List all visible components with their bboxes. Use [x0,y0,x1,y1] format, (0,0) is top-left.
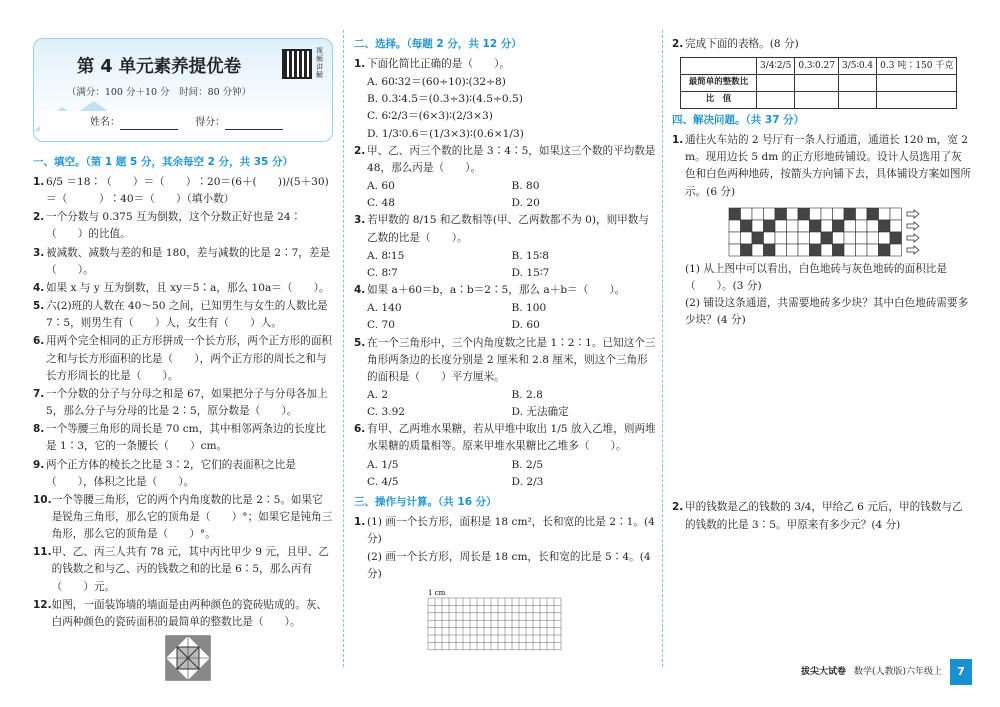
name-field[interactable] [120,116,178,130]
option-b[interactable]: B. 100 [511,302,547,315]
exam-info: （满分：100 分＋10 分 时间：80 分钟） [66,87,252,98]
question-text: 六(2)班的人数在 40～50 之间，已知男生与女生的人数比是 7∶5，则男生有（ ）人，女生有（ ）人。 [46,300,328,330]
choice-2-options [354,178,656,212]
question-text: 甲的钱数是乙的钱数的 3/4，甲给乙 6 元后，甲的钱数与乙的钱数的比是 3∶5。甲原来有多少元？(4 分) [685,501,963,531]
choice-4: 4. 如果 a＋60＝b，a∶b＝2∶5，那么 a＋b＝（ ）。 [354,282,656,299]
question-1: 1. 6/5 ＝18∶（ ）＝（ ）∶20＝(6＋( ))/(5＋30)＝（ ）∶40＝（ ）（填小数） [33,174,333,208]
problem-1-part-2: (2) 铺设这条通道，共需要地砖多少块？其中白色地砖需要多少块？(4 分) [685,297,969,327]
answer-cell[interactable] [877,75,957,92]
option-d[interactable]: D. 2/3 [511,475,544,488]
option-a[interactable]: A. 60∶32＝(60÷10)∶(32÷8) [367,76,506,89]
question-text: 用两个完全相同的正方形拼成一个长方形，两个正方形的面积之和与长方形面积的比是（ ），两个正方形的周长之和与长方形周长的比是（ ）。 [46,335,333,382]
question-text: 有甲、乙两堆水果糖，若从甲堆中取出 1/5 放入乙堆，则两堆水果糖的质量相等。原来甲堆水果糖比乙堆多（ ）。 [367,423,656,453]
choice-1: 1. 下面化简比正确的是（ ）。 [354,56,656,73]
question-text: 甲、乙、丙三个数的比是 3∶4∶5，如果这三个数的平均数是 48，那么丙是（ ）。 [367,144,656,174]
column-divider [662,30,663,667]
option-b[interactable]: B. 15∶8 [511,249,549,262]
table-cell: 0.3∶0.27 [795,58,839,75]
option-c[interactable]: C. 48 [367,197,395,210]
question-text: 一个分数的分子与分母之和是 67，如果把分子与分母各加上 5，那么分子与分母的比是 2∶5，原分数是（ ）。 [46,387,328,418]
question-text: 下面化简比正确的是（ ）。 [367,58,511,70]
question-text: 如果 a＋60＝b，a∶b＝2∶5，那么 a＋b＝（ ）。 [367,284,626,297]
score-label: 得分： [195,117,226,128]
name-label: 姓名： [90,117,120,128]
question-text: 完成下面的表格。(8 分) [685,38,799,50]
subject-label: 数学(人教版)六年级上 [853,666,942,677]
choice-6-options [354,457,656,491]
table-cell: 3/4∶2/5 [757,58,795,75]
question-text: 在一个三角形中，三个内角度数之比是 1∶2∶1。已知这个三角形两条边的长度分别是 2 厘米和 2.8 厘米，则这个三角形的面积是（ ）平方厘米。 [367,336,656,383]
question-text: 通往火车站的 2 号厅有一条人行通道，通道长 120 m，宽 2 m。现用边长 5 dm 的正方形地砖铺设。设计人员选用了灰色和白色两种地砖，按箭头方向铺下去，具体铺设方案如图所示。(6 分) [685,134,972,198]
question-8: 8. 一个等腰三角形的周长是 70 cm，其中相邻两条边的长度比是 1∶3，它的一条腰长（ ）cm。 [33,421,333,455]
question-text: 甲、乙、丙三人共有 78 元，其中丙比甲少 9 元，且甲、乙的钱数之和与乙、丙的钱数之和的比是 6∶5，那么丙有（ ）元。 [51,546,329,593]
ratio-table [680,57,957,109]
problem-2: 2. 甲的钱数是乙的钱数的 3/4，甲给乙 6 元后，甲的钱数与乙的钱数的比是 3∶5。甲原来有多少元？(4 分) [672,499,972,533]
answer-cell[interactable] [877,92,957,109]
qr-label: 视频讲解 [316,47,323,80]
table-row [681,92,957,109]
table-row [681,58,957,75]
answer-cell[interactable] [795,92,839,109]
problem-1-part-1: (1) 从上图中可以看出，白色地砖与灰色地砖的面积比是（ ）。(3 分) [685,262,948,292]
brand-name: 拔尖大试卷 [800,666,846,677]
tile-wall-figure [165,635,211,681]
question-11: 11. 甲、乙、丙三人共有 78 元，其中丙比甲少 9 元，且甲、乙的钱数之和与乙、丙的钱数之和的比是 6∶5，那么丙有（ ）元。 [33,544,333,595]
task-part-2: (2) 画一个长方形，周长是 18 cm，长和宽的比是 5∶4。(4 分) [367,551,651,581]
answer-cell[interactable] [839,75,877,92]
question-12: 12. 如图，一面装饰墙的墙面是由两种颜色的瓷砖贴成的。灰、白两种颜色的瓷砖面积的最简单的整数比是（ ）。 [33,597,333,631]
section-title: 四、解决问题。（共 37 分） [672,114,805,127]
table-cell: 3/5∶0.4 [839,58,877,75]
option-a[interactable]: A. 1/5 [367,458,399,471]
question-text: 6/5 ＝18∶（ ）＝（ ）∶20＝(6＋( ))/(5＋30)＝（ ）∶40＝（ ）（填小数） [46,176,329,206]
option-a[interactable]: A. 2 [367,388,389,401]
option-b[interactable]: B. 2.8 [511,388,543,401]
choice-4-options [354,300,656,334]
option-b[interactable]: B. 0.3∶4.5＝(0.3÷3)∶(4.5÷0.5) [367,93,523,106]
question-text: 若甲数的 8/15 和乙数相等(甲、乙两数都不为 0)，则甲数与乙数的比是（ ）。 [367,214,649,244]
choice-1-options [354,74,656,143]
choice-3-options [354,248,656,282]
table-header-cell: 比 值 [681,92,757,109]
option-a[interactable]: A. 140 [367,302,402,315]
option-d[interactable]: D. 无法确定 [511,406,569,419]
question-2: 2. 一个分数与 0.375 互为倒数，这个分数正好也是 24∶（ ）的比值。 [33,209,333,243]
question-text: 被减数、减数与差的和是 180，差与减数的比是 2∶7，差是（ ）。 [46,246,331,276]
score-field[interactable] [225,116,283,130]
answer-cell[interactable] [757,75,795,92]
option-d[interactable]: D. 20 [511,197,540,210]
option-a[interactable]: A. 8∶15 [367,249,405,262]
answer-cell[interactable] [757,92,795,109]
question-text: 一个分数与 0.375 互为倒数，这个分数正好也是 24∶（ ）的比值。 [46,211,302,241]
question-10: 10. 一个等腰三角形，它的两个内角度数的比是 2∶5。如果它是锐角三角形，那么它的顶角是（ ）°；如果它是钝角三角形，那么它的顶角是（ ）°。 [33,492,333,543]
table-cell: 0.3 吨∶150 千克 [877,58,957,75]
drawing-task: 1. (1) 画一个长方形，面积是 18 cm²，长和宽的比是 2∶1。(4 分) [354,514,656,548]
question-text: 两个正方体的棱长之比是 3∶2，它们的表面积之比是（ ），体积之比是（ ）。 [46,458,296,488]
choice-5: 5. 在一个三角形中，三个内角度数之比是 1∶2∶1。已知这个三角形两条边的长度分别是 2 厘米和 2.8 厘米，则这个三角形的面积是（ ）平方厘米。 [354,335,656,386]
exam-header [33,38,333,142]
option-d[interactable]: D. 60 [511,319,540,332]
answer-cell[interactable] [839,92,877,109]
option-c[interactable]: C. 6∶2/3＝(6×3)∶(2/3×3) [367,110,493,123]
option-c[interactable]: C. 8∶7 [367,266,398,279]
question-7: 7. 一个分数的分子与分母之和是 67，如果把分子与分母各加上 5，那么分子与分母的比是 2∶5，原分数是（ ）。 [33,386,333,420]
drawing-grid[interactable] [418,586,568,652]
choice-6: 6. 有甲、乙两堆水果糖，若从甲堆中取出 1/5 放入乙堆，则两堆水果糖的质量相等。原来甲堆水果糖比乙堆多（ ）。 [354,421,656,455]
tile-pattern-figure [727,206,927,258]
left-column [33,0,333,707]
section-title: 三、操作与计算。（共 16 分） [354,495,497,508]
choice-5-options [354,387,656,421]
section-title: 一、填空。（第 1 题 5 分，其余每空 2 分，共 35 分） [33,156,294,168]
question-text: 一个等腰三角形，它的两个内角度数的比是 2∶5。如果它是锐角三角形，那么它的顶角是（ ）°；如果它是钝角三角形，那么它的顶角是（ ）°。 [51,493,333,541]
option-c[interactable]: C. 70 [367,319,395,332]
answer-cell[interactable] [795,75,839,92]
table-question: 2. 完成下面的表格。(8 分) [672,36,972,53]
question-text: 如果 x 与 y 互为倒数，且 xy＝5∶a，那么 10a＝（ ）。 [46,281,330,294]
question-4: 4. 如果 x 与 y 互为倒数，且 xy＝5∶a，那么 10a＝（ ）。 [33,280,333,297]
question-3: 3. 被减数、减数与差的和是 180，差与减数的比是 2∶7，差是（ ）。 [33,245,333,279]
qr-code-icon[interactable] [282,49,312,79]
page-footer [801,659,972,685]
table-header-cell: 最简单的整数比 [681,75,757,92]
page-title: 第 4 单元素养提优卷 [76,57,242,77]
middle-column [354,0,656,707]
choice-2: 2. 甲、乙、丙三个数的比是 3∶4∶5，如果这三个数的平均数是 48，那么丙是（ ）。 [354,143,656,177]
column-divider [343,30,344,667]
option-b[interactable]: B. 2/5 [511,458,544,471]
name-score-strip [40,111,326,135]
option-c[interactable]: C. 4/5 [367,475,399,488]
grid-scale-label: 1 cm [428,588,446,597]
task-part-1: (1) 画一个长方形，面积是 18 cm²，长和宽的比是 2∶1。(4 分) [367,515,655,546]
table-row [681,75,957,92]
option-b[interactable]: B. 80 [511,180,540,193]
option-a[interactable]: A. 60 [367,180,395,193]
question-6: 6. 用两个完全相同的正方形拼成一个长方形，两个正方形的面积之和与长方形面积的比是（ ），两个正方形的周长之和与长方形周长的比是（ ）。 [33,333,333,384]
problem-1: 1. 通往火车站的 2 号厅有一条人行通道，通道长 120 m，宽 2 m。现用边长 5 dm 的正方形地砖铺设。设计人员选用了灰色和白色两种地砖，按箭头方向铺下去，具体铺设方案如图所示。(6 分) [672,132,972,201]
question-text: 一个等腰三角形的周长是 70 cm，其中相邻两条边的长度比是 1∶3，它的一条腰长（ ）cm。 [46,423,326,453]
page-number: 7 [950,659,972,685]
table-header-cell [681,58,757,75]
option-c[interactable]: C. 3.92 [367,406,406,419]
section-title: 二、选择。（每题 2 分，共 12 分） [354,38,522,50]
option-d[interactable]: D. 15∶7 [511,266,550,279]
question-9: 9. 两个正方体的棱长之比是 3∶2，它们的表面积之比是（ ），体积之比是（ ）。 [33,457,333,491]
right-column [672,0,972,707]
option-d[interactable]: D. 1/3∶0.6＝(1/3×3)∶(0.6×1/3) [367,127,524,140]
question-5: 5. 六(2)班的人数在 40～50 之间，已知男生与女生的人数比是 7∶5，则男生有（ ）人，女生有（ ）人。 [33,298,333,332]
choice-3: 3. 若甲数的 8/15 和乙数相等(甲、乙两数都不为 0)，则甲数与乙数的比是（ ）。 [354,212,656,246]
question-text: 如图，一面装饰墙的墙面是由两种颜色的瓷砖贴成的。灰、白两种颜色的瓷砖面积的最简单的整数比是（ ）。 [51,598,328,628]
